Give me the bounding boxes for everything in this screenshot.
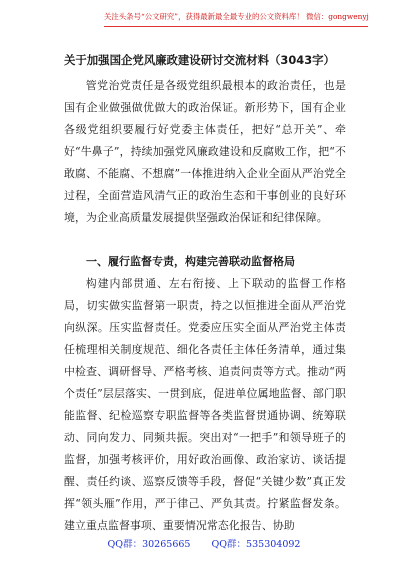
intro-paragraph: 管党治党责任是各级党组织最根本的政治责任，也是国有企业做强做优做大的政治保证。新形势下，国有企业各级党组织要履行好党委主体责任，把好“总开关”、牵好“牛鼻子”，持续加强党风廉政建设和反腐败工作，把“不敢腐、不能腐、不想腐”一体推进纳入企业全面从严治党全过程，全面营造风清气正的政治生态和干事创业的良好环境，为企业高质量发展提供坚强政治保证和纪律保障。 [64,79,346,224]
section-heading-1: 一、履行监督专责，构建完善联动监督格局 [86,255,295,268]
footer-contact [0,536,408,554]
footer-qq-group-1: QQ群：30265665 [107,539,191,550]
section-1-paragraph: 构建内部贯通、左右衔接、上下联动的监督工作格局，切实做实监督第一职责，持之以恒推进全面从严治党向纵深。压实监督责任。党委应压实全面从严治党主体责任梳理相关制度规范、细化各责任主体任务清单，通过集中检查、调研督导、严格考核、追责问责等方式。推动“两个责任”层层落实、一贯到底，促进单位属地监督、部门职能监督、纪检巡察专职监督等各类监督贯通协调、统筹联动、同向发力、同频共振。突出对“一把手”和领导班子的监督，加强考核评价，用好政治画像、政治家访、谈话提醒、责任约谈、巡察反馈等手段，督促“关键少数”真正发挥“领头雁”作用，严于律己、严负其责。拧紧监督发条。建立重点监督事项、重要情况常态化报告、协助 [64,277,346,532]
document-title: 关于加强国企党风廉政建设研讨交流材料（3043字） [64,53,335,67]
header-banner: 关注头条号“公文研究”，获得最新最全最专业的公文资料库！ 微信：gongwenyj [104,10,368,27]
footer-qq-group-2: QQ群：535304092 [211,539,301,550]
